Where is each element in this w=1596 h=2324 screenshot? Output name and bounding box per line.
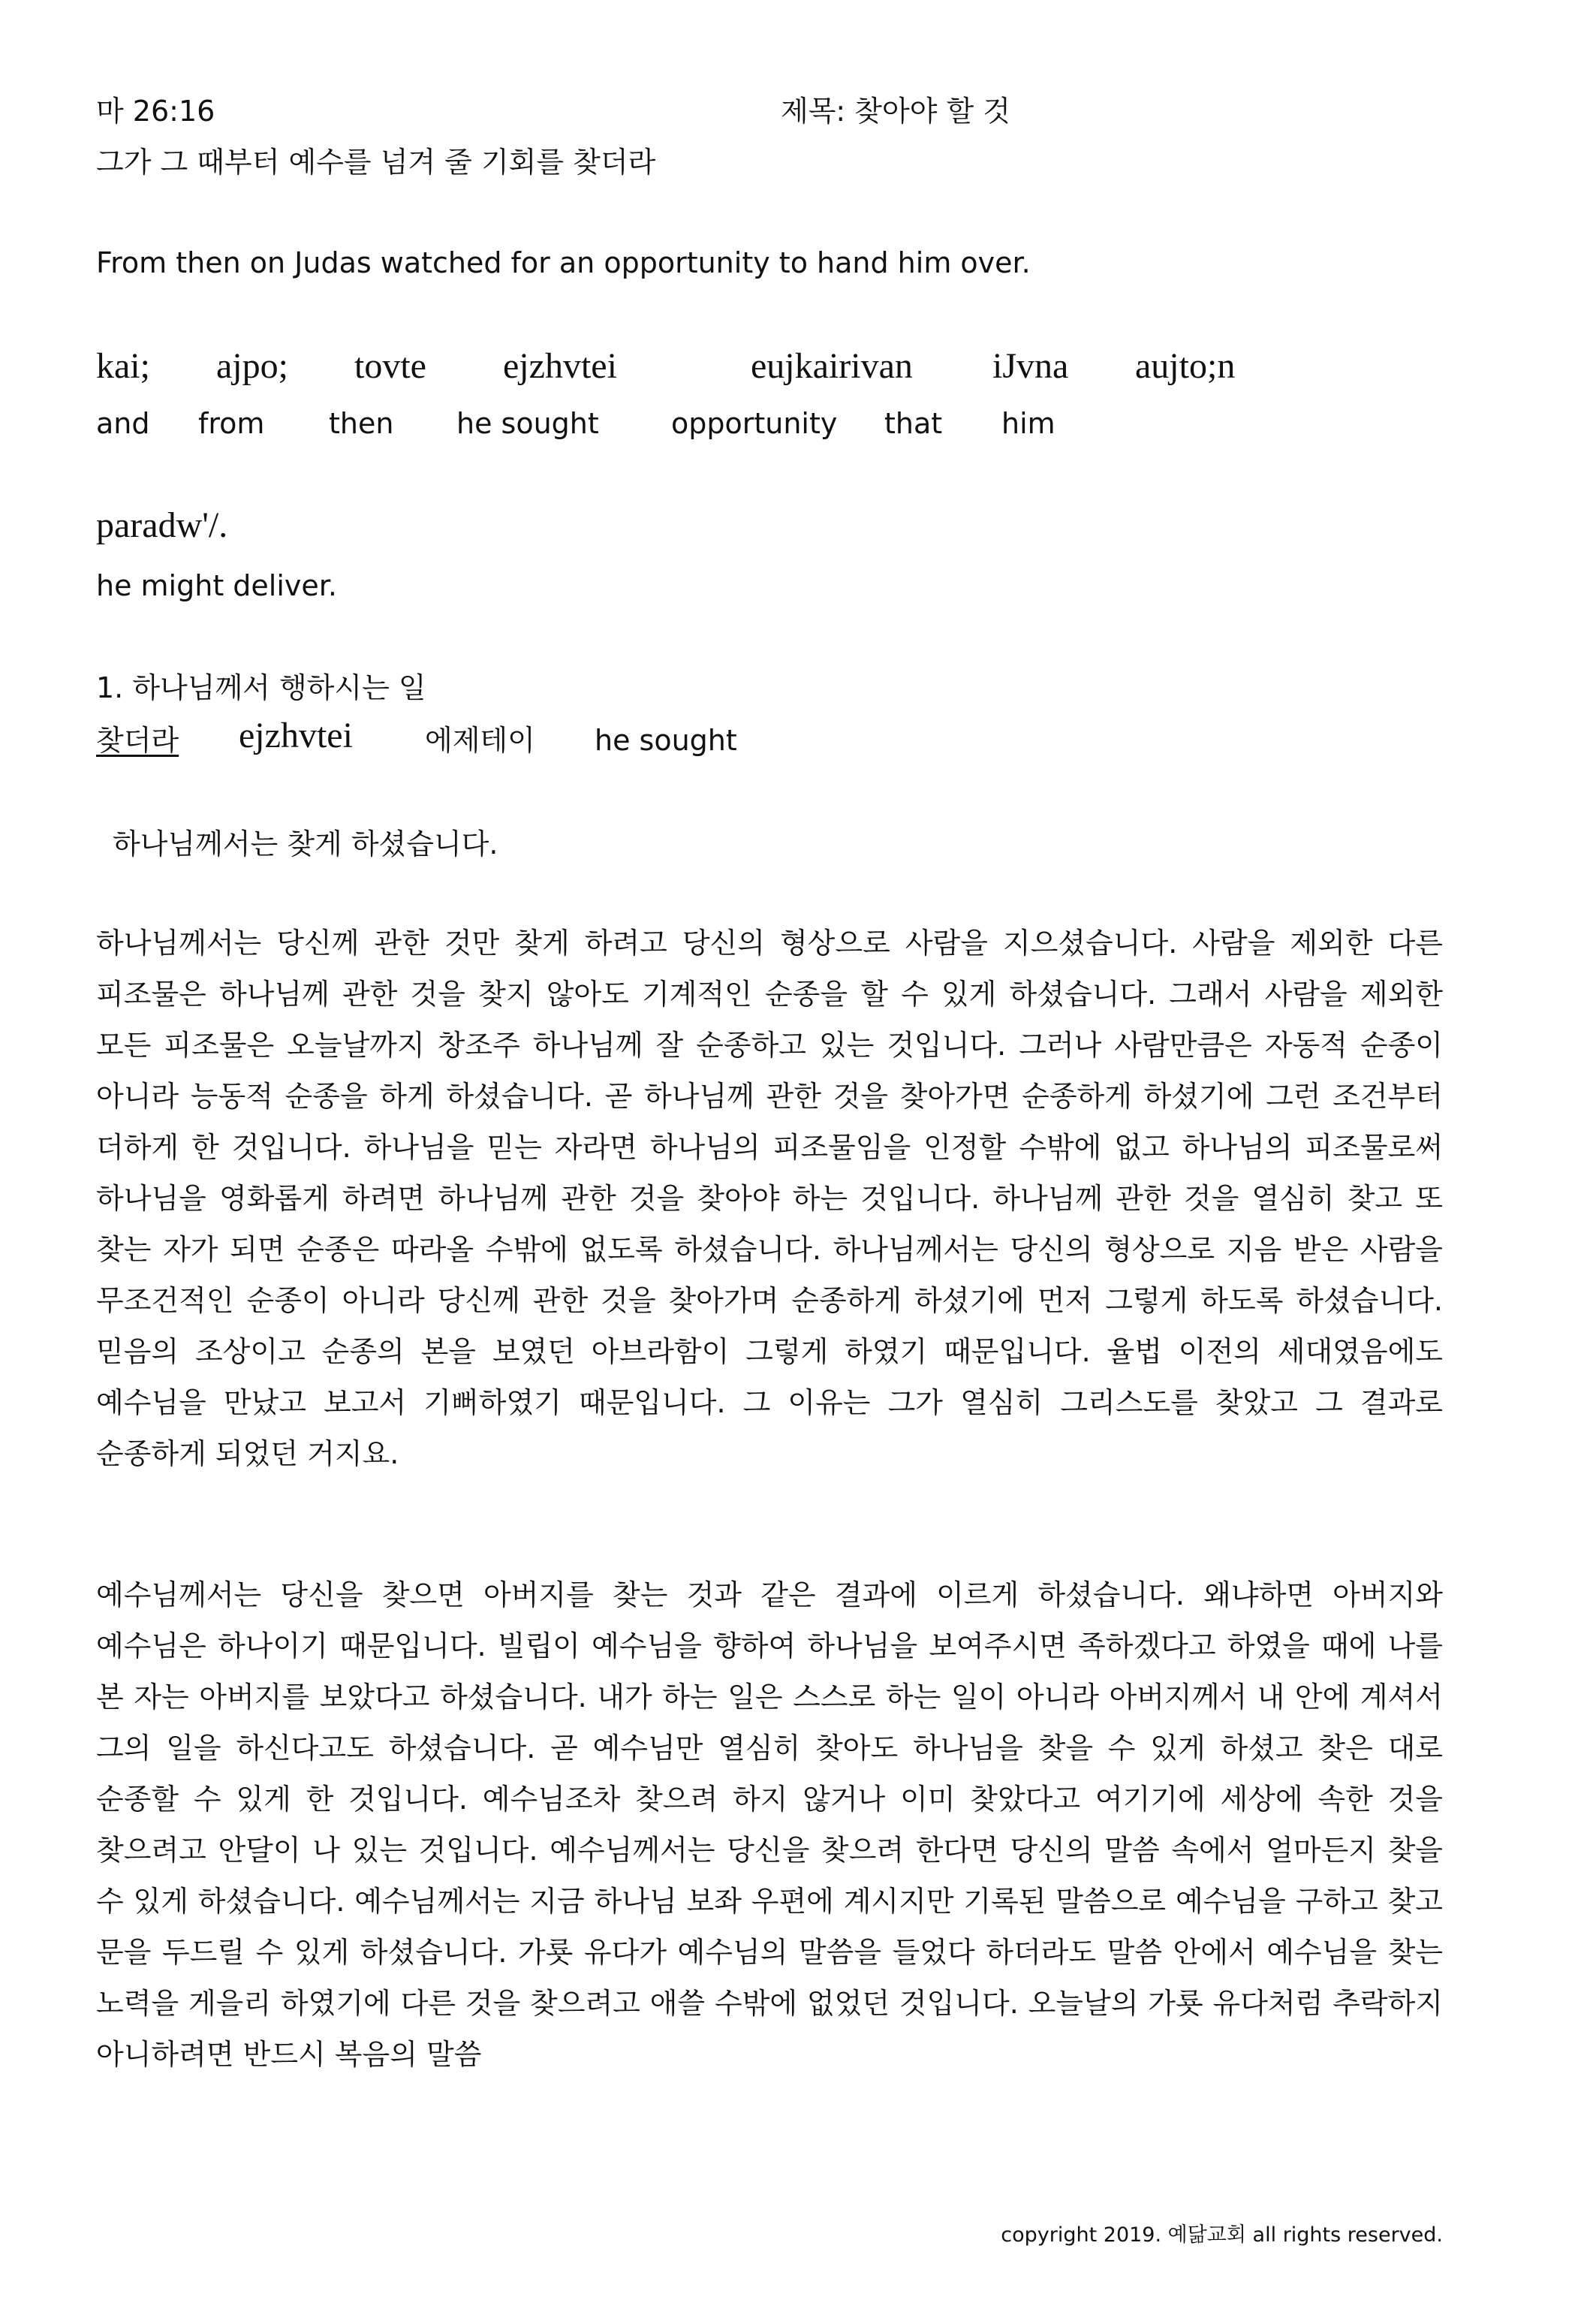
section-heading: 1. 하나님께서 행하시는 일	[96, 671, 426, 704]
english-gloss: that	[884, 407, 943, 440]
verse-korean: 그가 그 때부터 예수를 넘겨 줄 기회를 찾더라	[96, 146, 656, 179]
intro-sentence: 하나님께서는 찾게 하셨습니다.	[113, 827, 498, 861]
interlinear-english-row-2: he might deliver.	[96, 569, 337, 602]
verse-english: From then on Judas watched for an opportunity to hand him over.	[96, 246, 1031, 279]
english-gloss: opportunity	[671, 407, 838, 440]
keyword-korean: 찾더라	[96, 724, 179, 757]
scripture-reference: 마 26:16	[96, 95, 215, 128]
english-gloss: he sought	[456, 407, 599, 440]
body-paragraph-2: 예수님께서는 당신을 찾으면 아버지를 찾는 것과 같은 결과에 이르게 하셨습니다. 왜냐하면 아버지와 예수님은 하나이기 때문입니다. 빌립이 예수님을 향하여 하나님을 보여주시면 족하겠다고 하였을 때에 나를 본 자는 아버지를 보았다고 하셨습니다. 내가 하는 일은 스스로 하는 일이 아니라 아버지께서 내 안에 계셔서 그의 일을 하신다고도 하셨습니다. 곧 예수님만 열심히 찾아도 하나님을 찾을 수 있게 하셨고 찾은 대로 순종할 수 있게 한 것입니다. 예수님조차 찾으려 하지 않거나 이미 찾았다고 여기기에 세상에 속한 것을 찾으려고 안달이 나 있는 것입니다. 예수님께서는 당신을 찾으려 한다면 당신의 말씀 속에서 얼마든지 찾을 수 있게 하셨습니다. 예수님께서는 지금 하나님 보좌 우편에 계시지만 기록된 말씀으로 예수님을 구하고 찾고 문을 두드릴 수 있게 하셨습니다. 가룟 유다가 예수님의 말씀을 들었다 하더라도 말씀 안에서 예수님을 찾는 노력을 게을리 하였기에 다른 것을 찾으려고 애쓸 수밖에 없었던 것입니다. 오늘날의 가룟 유다처럼 추락하지 아니하려면 반드시 복음의 말씀	[96, 1578, 1443, 2071]
interlinear-greek-row-2: paradw'/.	[96, 505, 228, 545]
english-gloss: then	[329, 407, 394, 440]
greek-word: aujto;n	[1135, 346, 1236, 386]
greek-word: ajpo;	[216, 346, 288, 386]
keyword-transliteration: 에제테이	[425, 724, 535, 757]
copyright-footer: copyright 2019. 예닮교회 all rights reserved.	[1001, 2223, 1443, 2247]
greek-word: ejzhvtei	[503, 346, 617, 386]
greek-word: iJvna	[992, 346, 1069, 386]
sermon-title: 제목: 찾아야 할 것	[781, 95, 1010, 128]
keyword-greek: ejzhvtei	[239, 716, 353, 755]
english-gloss: from	[198, 407, 265, 440]
greek-word: kai;	[96, 346, 150, 386]
greek-word: eujkairivan	[751, 346, 913, 386]
greek-word: tovte	[354, 346, 426, 386]
body-paragraph-1: 하나님께서는 당신께 관한 것만 찾게 하려고 당신의 형상으로 사람을 지으셨습니다. 사람을 제외한 다른 피조물은 하나님께 관한 것을 찾지 않아도 기계적인 순종을 할 수 있게 하셨습니다. 그래서 사람을 제외한 모든 피조물은 오늘날까지 창조주 하나님께 잘 순종하고 있는 것입니다. 그러나 사람만큼은 자동적 순종이 아니라 능동적 순종을 하게 하셨습니다. 곧 하나님께 관한 것을 찾아가면 순종하게 하셨기에 그런 조건부터 더하게 한 것입니다. 하나님을 믿는 자라면 하나님의 피조물임을 인정할 수밖에 없고 하나님의 피조물로써 하나님을 영화롭게 하려면 하나님께 관한 것을 찾아야 하는 것입니다. 하나님께 관한 것을 열심히 찾고 또 찾는 자가 되면 순종은 따라올 수밖에 없도록 하셨습니다. 하나님께서는 당신의 형상으로 지음 받은 사람을 무조건적인 순종이 아니라 당신께 관한 것을 찾아가며 순종하게 하셨기에 먼저 그렇게 하도록 하셨습니다. 믿음의 조상이고 순종의 본을 보였던 아브라함이 그렇게 하였기 때문입니다. 율법 이전의 세대였음에도 예수님을 만났고 보고서 기뻐하였기 때문입니다. 그 이유는 그가 열심히 그리스도를 찾았고 그 결과로 순종하게 되었던 거지요.	[96, 927, 1443, 1470]
keyword-english: he sought	[595, 724, 737, 757]
english-gloss: him	[1001, 407, 1055, 440]
english-gloss: and	[96, 407, 150, 440]
